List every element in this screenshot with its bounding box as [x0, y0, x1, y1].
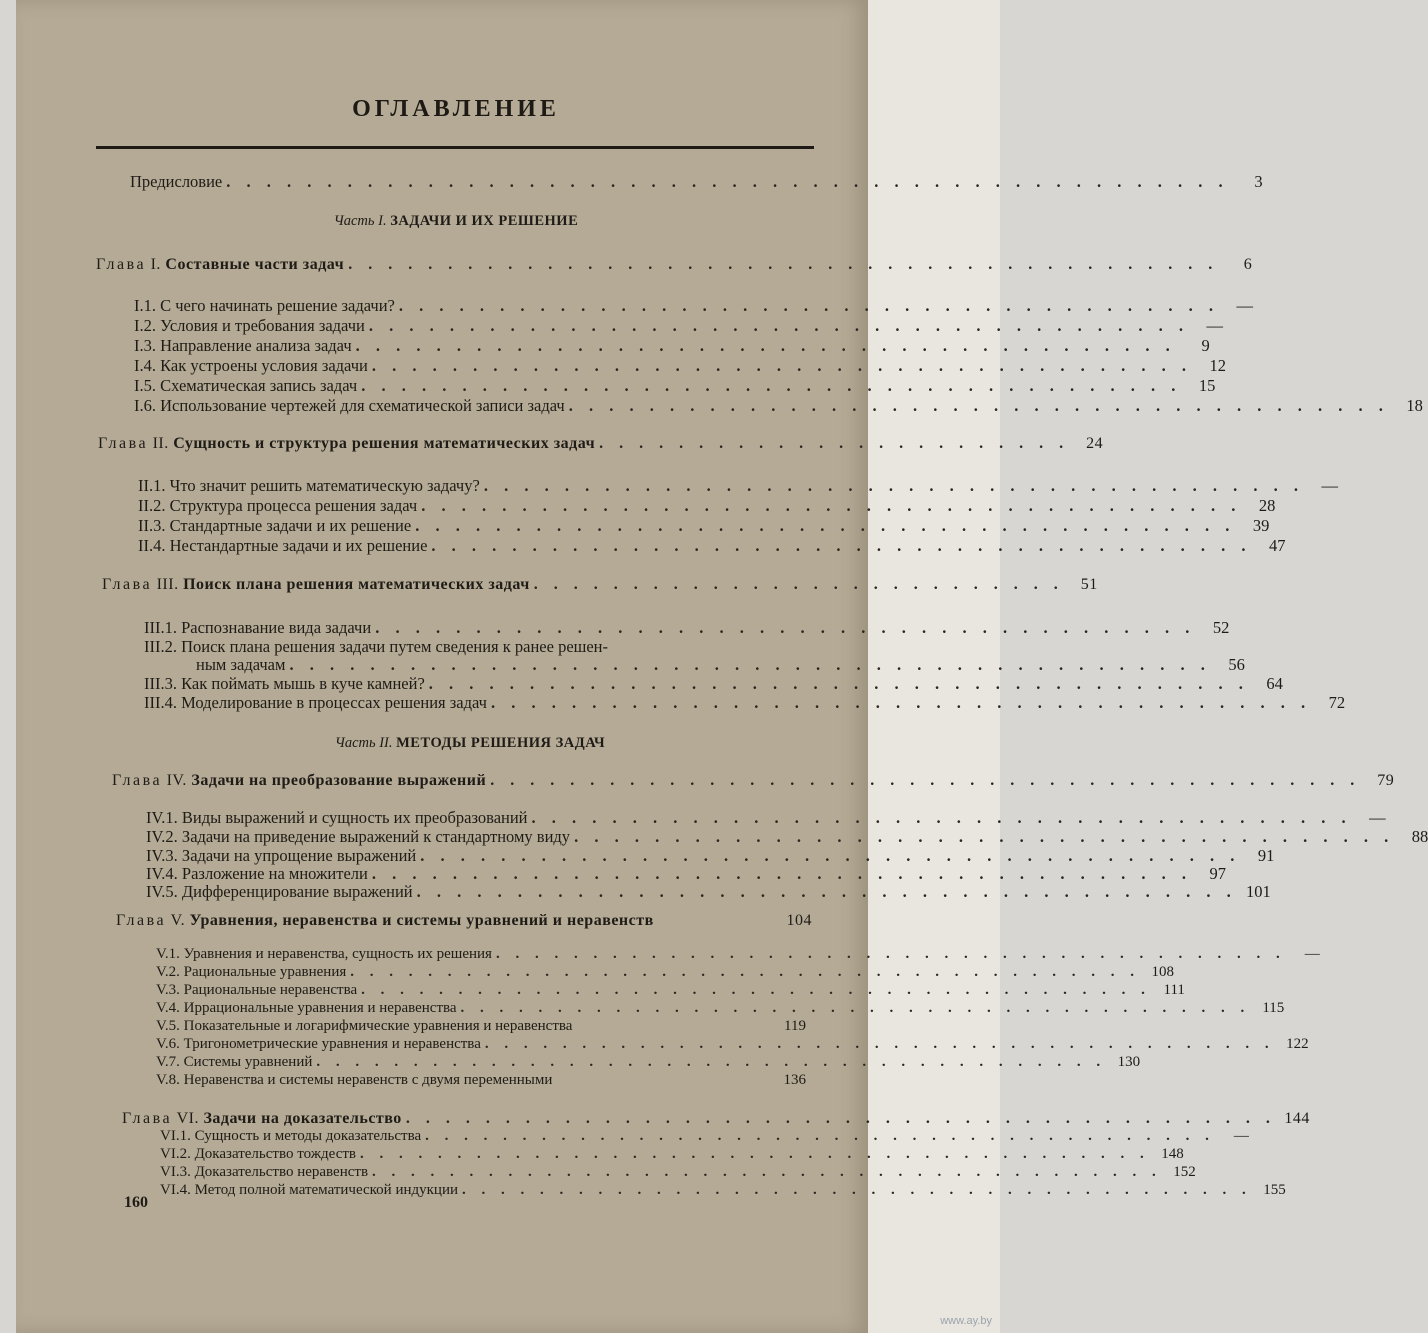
toc-section: I.1. С чего начинать решение задачи? . . . . . . . . . . . . . . . . . . . . . . . . . . . . . . . . . . . . . . . . . — [134, 296, 1254, 315]
toc-section: V.8. Неравенства и системы неравенств с двумя переменными 136 [156, 1072, 806, 1088]
toc-section: II.2. Структура процесса решения задач . . . . . . . . . . . . . . . . . . . . . . . . . . . . . . . . . . . . . . . . . 28 [138, 496, 1276, 515]
toc-section: V.3. Рациональные неравенства . . . . . . . . . . . . . . . . . . . . . . . . . . . . . . . . . . . . . . . . . 111 [156, 982, 1185, 998]
toc-section: VI.2. Доказательство тождеств . . . . . . . . . . . . . . . . . . . . . . . . . . . . . . . . . . . . . . . . . 148 [160, 1146, 1184, 1162]
toc-section: II.1. Что значит решить математическую задачу? . . . . . . . . . . . . . . . . . . . . . . . . . . . . . . . . . . . . . . . . . — [138, 476, 1338, 495]
toc-section: IV.1. Виды выражений и сущность их преобразований . . . . . . . . . . . . . . . . . . . . . . . . . . . . . . . . . . . . . . . . . — [146, 808, 1386, 827]
watermark-text: www.ay.by [940, 1315, 992, 1327]
toc-section: V.1. Уравнения и неравенства, сущность их решения . . . . . . . . . . . . . . . . . . . . . . . . . . . . . . . . . . . . . . . . . — [156, 946, 1320, 962]
toc-section: I.6. Использование чертежей для схематической записи задач . . . . . . . . . . . . . . . . . . . . . . . . . . . . . . . . . . . . . . . . . 18 [134, 396, 1423, 415]
toc-section: VI.1. Сущность и методы доказательства . . . . . . . . . . . . . . . . . . . . . . . . . . . . . . . . . . . . . . . . . — [160, 1128, 1249, 1144]
toc-section: V.7. Системы уравнений . . . . . . . . . . . . . . . . . . . . . . . . . . . . . . . . . . . . . . . . . 130 [156, 1054, 1141, 1070]
toc-section: I.4. Как устроены условия задачи . . . . . . . . . . . . . . . . . . . . . . . . . . . . . . . . . . . . . . . . . 12 [134, 356, 1226, 375]
toc-chapter: Глава III. Поиск плана решения математических задач . . . . . . . . . . . . . . . . . . . . . . . . . . . 51 [102, 576, 1098, 593]
page-number: 160 [124, 1194, 148, 1211]
toc-section: IV.2. Задачи на приведение выражений к стандартному виду . . . . . . . . . . . . . . . . . . . . . . . . . . . . . . . . . . . . . . . . . 88 [146, 827, 1428, 846]
toc-chapter: Глава V. Уравнения, неравенства и системы уравнений и неравенств 104 [116, 912, 812, 929]
toc-chapter: Глава IV. Задачи на преобразование выражений . . . . . . . . . . . . . . . . . . . . . . . . . . . . . . . . . . . . . . . . . . . . 79 [112, 772, 1395, 789]
toc-section: I.5. Схематическая запись задач . . . . . . . . . . . . . . . . . . . . . . . . . . . . . . . . . . . . . . . . . 15 [134, 376, 1216, 395]
toc-preface-page: 3 [1254, 172, 1263, 191]
toc-section: IV.4. Разложение на множители . . . . . . . . . . . . . . . . . . . . . . . . . . . . . . . . . . . . . . . . . 97 [146, 864, 1226, 883]
toc-preface: Предисловие . . . . . . . . . . . . . . . . . . . . . . . . . . . . . . . . . . . . . . . . . . . . . . . . . . 3 [130, 172, 1263, 191]
toc-chapter: Глава VI. Задачи на доказательство . . . . . . . . . . . . . . . . . . . . . . . . . . . . . . . . . . . . . . . . . . . . 144 [122, 1110, 1310, 1127]
title-rule [96, 146, 814, 149]
toc-chapter: Глава I. Составные части задач . . . . . . . . . . . . . . . . . . . . . . . . . . . . . . . . . . . . . . . . . . . . 6 [96, 256, 1253, 273]
toc-section: V.2. Рациональные уравнения . . . . . . . . . . . . . . . . . . . . . . . . . . . . . . . . . . . . . . . . . 108 [156, 964, 1174, 980]
toc-preface-label: Предисловие [130, 172, 223, 191]
toc-section: II.3. Стандартные задачи и их решение . . . . . . . . . . . . . . . . . . . . . . . . . . . . . . . . . . . . . . . . . 39 [138, 516, 1270, 535]
toc-section: I.3. Направление анализа задач . . . . . . . . . . . . . . . . . . . . . . . . . . . . . . . . . . . . . . . . . 9 [134, 336, 1210, 355]
toc-section: V.6. Тригонометрические уравнения и неравенства . . . . . . . . . . . . . . . . . . . . . . . . . . . . . . . . . . . . . . . . . 122 [156, 1036, 1309, 1052]
toc-section: V.5. Показательные и логарифмические уравнения и неравенства 119 [156, 1018, 806, 1034]
toc-section: IV.3. Задачи на упрощение выражений . . . . . . . . . . . . . . . . . . . . . . . . . . . . . . . . . . . . . . . . . 91 [146, 846, 1275, 865]
toc-section: V.4. Иррациональные уравнения и неравенства . . . . . . . . . . . . . . . . . . . . . . . . . . . . . . . . . . . . . . . . . 115 [156, 1000, 1285, 1016]
toc-section: III.3. Как поймать мышь в куче камней? . . . . . . . . . . . . . . . . . . . . . . . . . . . . . . . . . . . . . . . . . 64 [144, 674, 1283, 693]
toc-section: II.4. Нестандартные задачи и их решение . . . . . . . . . . . . . . . . . . . . . . . . . . . . . . . . . . . . . . . . . 47 [138, 536, 1286, 555]
part-heading: Часть II. МЕТОДЫ РЕШЕНИЯ ЗАДАЧ [334, 735, 606, 751]
toc-section: I.2. Условия и требования задачи . . . . . . . . . . . . . . . . . . . . . . . . . . . . . . . . . . . . . . . . . — [134, 316, 1223, 335]
part-heading: Часть I. ЗАДАЧИ И ИХ РЕШЕНИЕ [333, 213, 579, 229]
toc-section: III.1. Распознавание вида задачи . . . . . . . . . . . . . . . . . . . . . . . . . . . . . . . . . . . . . . . . . 52 [144, 618, 1230, 637]
toc-section: III.4. Моделирование в процессах решения задач . . . . . . . . . . . . . . . . . . . . . . . . . . . . . . . . . . . . . . . . . 72 [144, 693, 1346, 712]
toc-chapter: Глава II. Сущность и структура решения математических задач . . . . . . . . . . . . . . . . . . . . . . . . 24 [98, 435, 1104, 452]
toc-section: VI.3. Доказательство неравенств . . . . . . . . . . . . . . . . . . . . . . . . . . . . . . . . . . . . . . . . . 152 [160, 1164, 1196, 1180]
toc-title: ОГЛАВЛЕНИЕ [352, 96, 560, 122]
toc-section: VI.4. Метод полной математической индукции . . . . . . . . . . . . . . . . . . . . . . . . . . . . . . . . . . . . . . . . . 155 [160, 1182, 1286, 1198]
toc-section: III.2. Поиск плана решения задачи путем сведения к ранее решен- [144, 637, 609, 656]
toc-section-continued: ным задачам . . . . . . . . . . . . . . . . . . . . . . . . . . . . . . . . . . . . . . . . . . . . . . 56 [196, 655, 1245, 674]
toc-section: IV.5. Дифференцирование выражений . . . . . . . . . . . . . . . . . . . . . . . . . . . . . . . . . . . . . . . . . 101 [146, 882, 1271, 901]
